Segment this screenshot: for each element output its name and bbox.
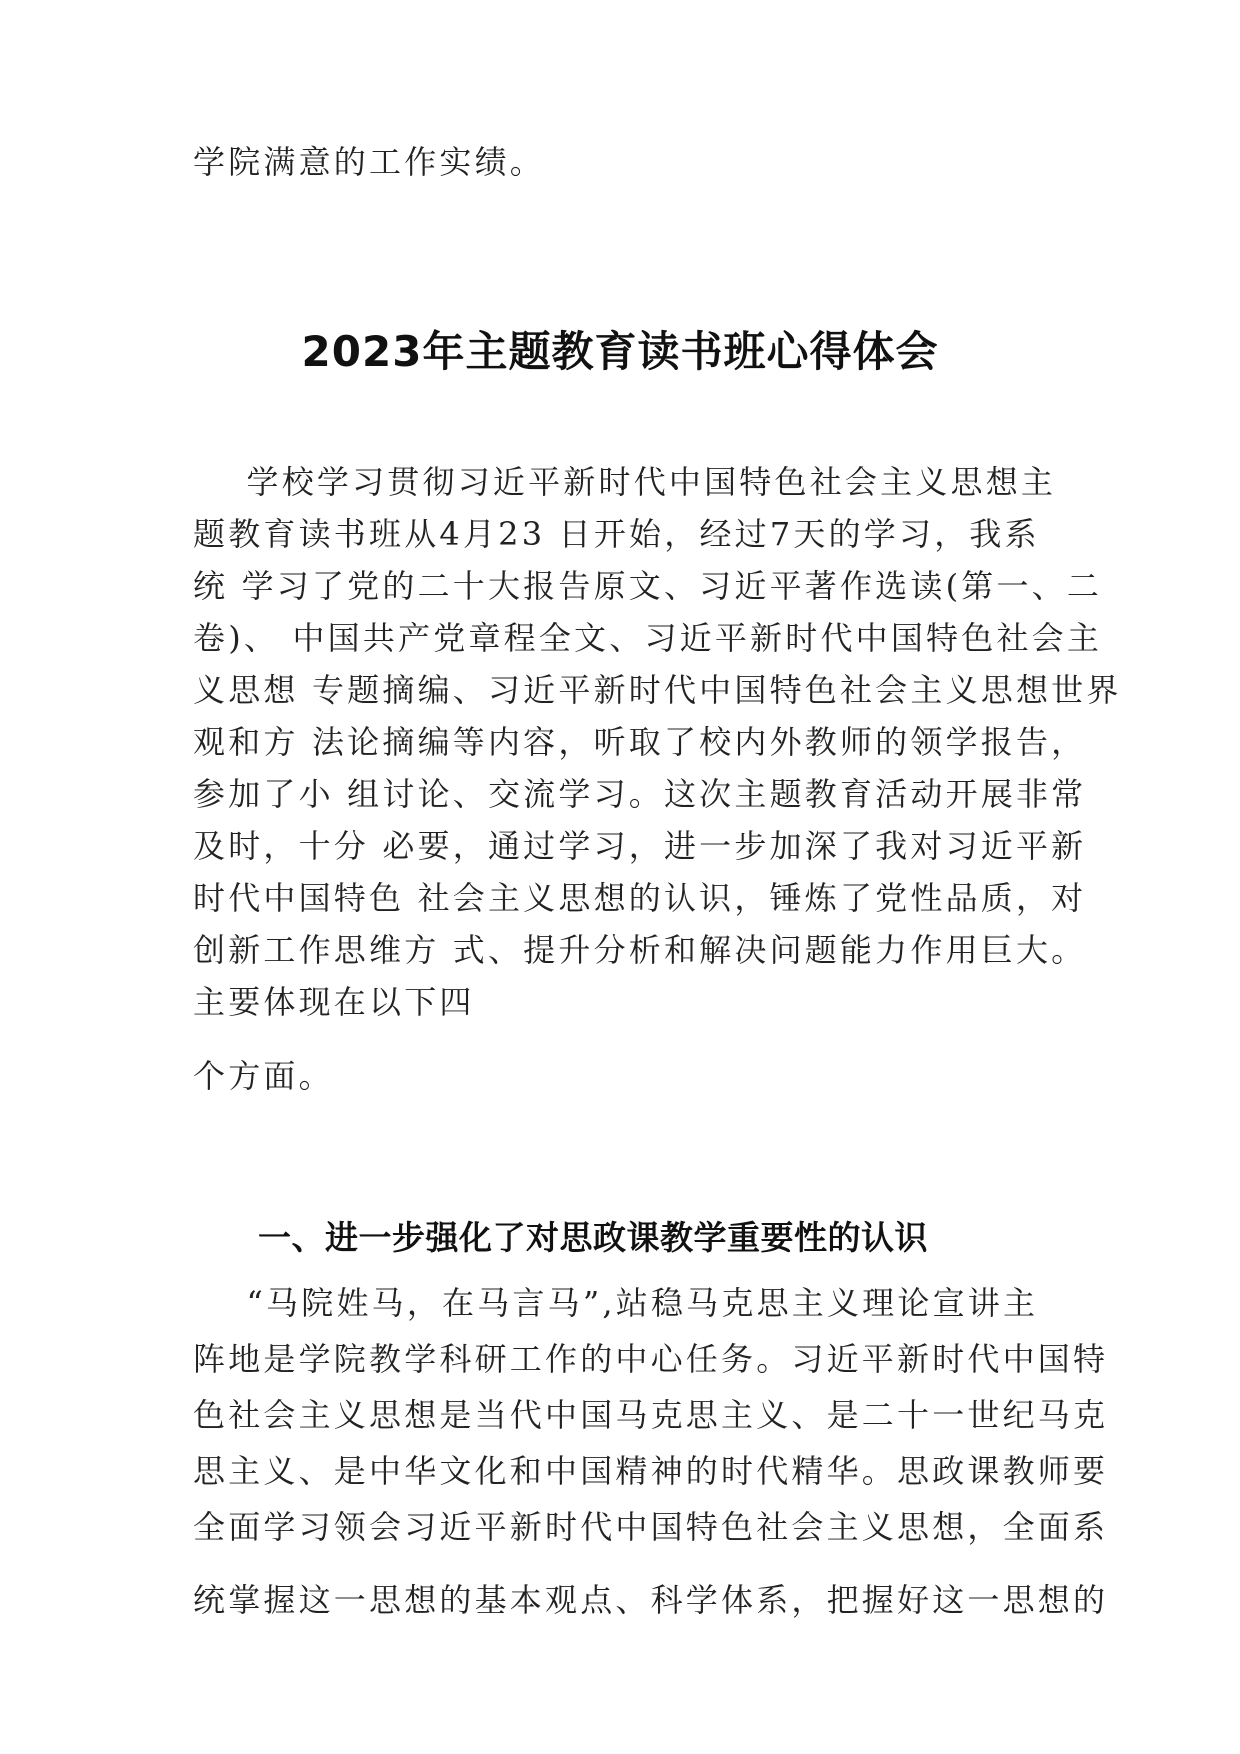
paragraph-1-line: 题教育读书班从4月23 日开始，经过7天的学习，我系 xyxy=(193,515,1040,553)
paragraph-2-line: 统掌握这一思想的基本观点、科学体系，把握好这一思想的 xyxy=(193,1581,1109,1619)
paragraph-1-line: 参加了小 组讨论、交流学习。这次主题教育活动开展非常 xyxy=(193,775,1087,813)
paragraph-1-line: 及时，十分 必要，通过学习，进一步加深了我对习近平新 xyxy=(193,827,1087,865)
paragraph-1-tail: 个方面。 xyxy=(193,1057,334,1095)
paragraph-1-line: 时代中国特色 社会主义思想的认识，锤炼了党性品质，对 xyxy=(193,879,1087,917)
paragraph-2-line: 思主义、是中华文化和中国精神的时代精华。思政课教师要 xyxy=(193,1452,1109,1490)
paragraph-1-line: 统 学习了党的二十大报告原文、习近平著作选读(第一、二 xyxy=(193,567,1103,605)
paragraph-1-line: 观和方 法论摘编等内容，听取了校内外教师的领学报告， xyxy=(193,723,1087,761)
paragraph-1-line: 义思想 专题摘编、习近平新时代中国特色社会主义思想世界 xyxy=(193,671,1122,709)
paragraph-1-line: 卷)、 中国共产党章程全文、习近平新时代中国特色社会主 xyxy=(193,619,1103,657)
paragraph-2-line: “马院姓马，在马言马”,站稳马克思主义理论宣讲主 xyxy=(193,1284,1039,1322)
paragraph-2-line: 色社会主义思想是当代中国马克思主义、是二十一世纪马克 xyxy=(193,1396,1109,1434)
paragraph-2-line: 全面学习领会习近平新时代中国特色社会主义思想，全面系 xyxy=(193,1508,1109,1546)
document-title: 2023年主题教育读书班心得体会 xyxy=(301,327,939,376)
carryover-line: 学院满意的工作实绩。 xyxy=(193,143,546,181)
paragraph-2-line: 阵地是学院教学科研工作的中心任务。习近平新时代中国特 xyxy=(193,1340,1109,1378)
paragraph-1-line: 主要体现在以下四 xyxy=(193,983,475,1021)
paragraph-1-line: 创新工作思维方 式、提升分析和解决问题能力作用巨大。 xyxy=(193,931,1087,969)
section-heading: 一、进一步强化了对思政课教学重要性的认识 xyxy=(258,1218,928,1257)
paragraph-1-line: 学校学习贯彻习近平新时代中国特色社会主义思想主 xyxy=(193,463,1057,501)
